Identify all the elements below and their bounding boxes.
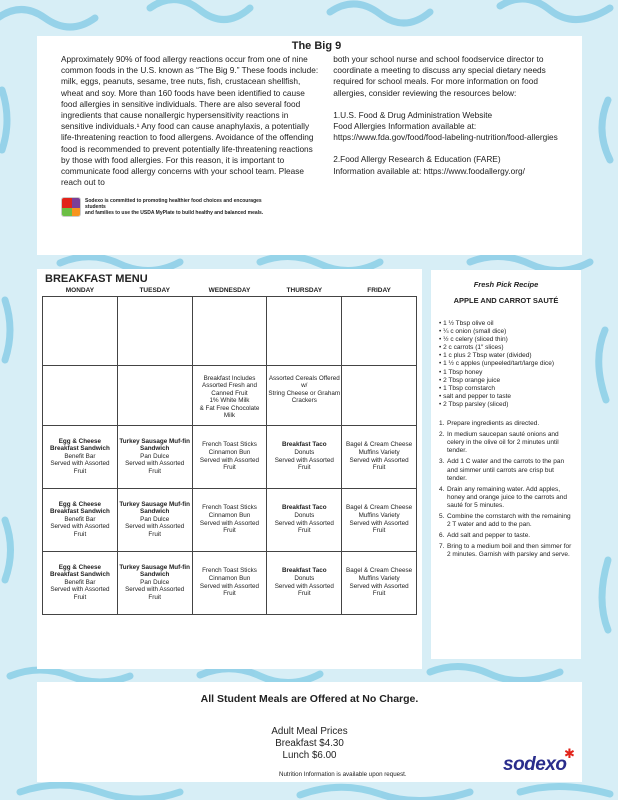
star-icon: ✱ [564, 746, 575, 761]
menu-entree: Breakfast Taco [281, 567, 327, 575]
menu-entree: Breakfast Taco [281, 441, 327, 449]
menu-item: Served with Assorted Fruit [349, 519, 409, 535]
adult-prices-title: Adult Meal Prices [271, 726, 348, 737]
menu-day-cell [43, 296, 118, 365]
resource-fda [333, 110, 572, 144]
commitment-line-1: Sodexo is committed to promoting healthier food choices and encourages students [85, 198, 262, 211]
ingredient-item: • 1 ½ c apples (unpeeled/tart/large dice) [439, 360, 573, 368]
step-text: In medium saucepan sauté onions and celery in the olive oil for 2 minutes until tender. [447, 431, 559, 455]
day-header: MONDAY [65, 287, 95, 295]
menu-day-cell [192, 488, 267, 551]
menu-entree: Bagel & Cream Cheese [346, 504, 413, 512]
menu-item: Assorted Fresh and Canned Fruit [202, 382, 257, 397]
menu-item: Served with Assorted Fruit [50, 460, 110, 475]
menu-item: Pan Dulce [140, 578, 170, 586]
step-item: 4. Drain any remaining water. Add apples, honey and orange juice to the carrots and sauté for 5 minutes. [439, 486, 573, 510]
menu-entree: Bagel & Cream Cheese [346, 441, 413, 449]
menu-day-cell [267, 425, 342, 488]
menu-item: Muffins Variety [358, 448, 400, 456]
big9-body-left: Approximately 90% of food allergy reactions occur from one of nine common foods in the U.S. known as “The Big 9.” These foods include: milk, eggs, peanuts, sesame, tree nuts, fish, crustacean shellfish, wheat and soy. More than 160 foods have been identified to cause food allergies in sensitive individuals. There are also several food ingredients that cause nonallergic hypersensitivity reactions in sensitive individuals.¹ Any food can cause anaphylaxis, a potentially life-threatening reaction to food allergens. Avoidance of the offending food is recommended to prevent potentially life-threatening reactions by those with food allergies. For this reason, it is important to communicate food allergy concerns with your school team. Please reach out to [61, 54, 319, 188]
recipe-card [431, 270, 581, 659]
day-header: FRIDAY [367, 287, 391, 295]
big9-title: The Big 9 [291, 40, 342, 52]
menu-entree: French Toast Sticks [202, 504, 257, 512]
menu-item: Cinnamon Bun [208, 574, 251, 582]
big9-card [37, 36, 582, 255]
step-text: Prepare ingredients as directed. [447, 420, 540, 428]
resource-fda-title: 1.U.S. Food & Drug Administration Website [333, 109, 493, 120]
step-item: 5. Combine the cornstarch with the remaining 2 T water and add to the pan. [439, 513, 573, 529]
resource-fda-line: Food Allergies Information available at: [333, 121, 477, 132]
day-header: THURSDAY [286, 287, 323, 295]
menu-item: Donuts [294, 448, 315, 456]
menu-day-cell [117, 551, 192, 614]
day-header: WEDNESDAY [208, 287, 251, 295]
ingredient-item: • 1 ½ Tbsp olive oil [439, 320, 573, 328]
menu-week-row [43, 488, 417, 551]
menu-entree: Egg & Cheese Breakfast Sandwich [49, 563, 110, 579]
ingredient-item: • 2 c carrots (1″ slices) [439, 344, 573, 352]
lunch-price: Lunch $6.00 [282, 750, 337, 761]
menu-item: Donuts [294, 511, 315, 519]
menu-item: Assorted Cereals Offered w/ [268, 374, 340, 390]
menu-item: & Fat Free Chocolate Milk [199, 404, 260, 420]
menu-item: Served with Assorted Fruit [50, 523, 110, 538]
menu-day-cell [342, 296, 417, 365]
resource-fare-line[interactable]: Information available at: https://www.foodallergy.org/ [333, 165, 525, 176]
menu-day-cell [117, 425, 192, 488]
menu-title: BREAKFAST MENU [45, 273, 148, 285]
menu-entree: Egg & Cheese Breakfast Sandwich [49, 500, 110, 516]
menu-entree: Turkey Sausage Muf-fin Sandwich [119, 437, 190, 453]
menu-entree: Bagel & Cream Cheese [346, 567, 413, 575]
menu-entree: Turkey Sausage Muf-fin Sandwich [119, 500, 190, 516]
commitment-text [85, 198, 275, 216]
recipe-tag: Fresh Pick Recipe [473, 280, 539, 289]
big9-body-right-text: both your school nurse and school foodservice director to coordinate a meeting to discuss any special dietary needs required for school meals. For more information on food allergies, consider reviewing the resources below: [333, 54, 546, 98]
ingredient-item: • 2 Tbsp parsley (sliced) [439, 401, 573, 409]
menu-item: Served with Assorted Fruit [274, 519, 334, 535]
menu-week-row [43, 365, 417, 425]
menu-item: Donuts [294, 574, 315, 582]
step-text: Add salt and pepper to taste. [447, 532, 531, 540]
menu-day-cell [192, 551, 267, 614]
menu-item: Served with Assorted Fruit [349, 582, 409, 598]
ingredient-list [439, 320, 573, 409]
resource-fare [333, 154, 572, 176]
menu-day-cell [117, 488, 192, 551]
menu-day-cell [43, 551, 118, 614]
breakfast-menu-card [37, 269, 422, 669]
menu-day-cell [192, 425, 267, 488]
menu-day-cell [342, 425, 417, 488]
menu-item: Served with Assorted Fruit [125, 523, 185, 538]
menu-item: Benefit Bar [64, 515, 96, 523]
commitment-line-2: and families to use the USDA MyPlate to build healthy and balanced meals. [85, 210, 264, 217]
menu-day-cell [117, 365, 192, 425]
step-text: Combine the cornstarch with the remaining 2 T water and add to the pan. [447, 512, 571, 529]
myplate-commitment [61, 197, 572, 217]
sodexo-logo: sodexo [503, 754, 567, 775]
big9-body-right [333, 54, 572, 188]
menu-day-cell [192, 296, 267, 365]
menu-day-cell [43, 425, 118, 488]
menu-item: Benefit Bar [64, 578, 96, 586]
step-item: 6. Add salt and pepper to taste. [439, 532, 531, 540]
menu-day-cell [267, 551, 342, 614]
menu-entree: Turkey Sausage Muf-fin Sandwich [119, 563, 190, 579]
ingredient-item: • 1 c plus 2 Tbsp water (divided) [439, 352, 573, 360]
menu-entree: French Toast Sticks [202, 441, 257, 449]
ingredient-item: • 1 Tbsp honey [439, 369, 573, 377]
menu-item: Cinnamon Bun [208, 511, 251, 519]
menu-day-cell [342, 551, 417, 614]
menu-day-cell [267, 365, 342, 425]
step-text: Drain any remaining water. Add apples, honey and orange juice to the carrots and sauté for 5 minutes. [447, 485, 567, 509]
step-item: 1. Prepare ingredients as directed. [439, 420, 540, 428]
menu-item: Served with Assorted Fruit [125, 586, 185, 601]
ingredient-item: • ¼ c onion (small dice) [439, 328, 573, 336]
step-text: Add 1 C water and the carrots to the pan and simmer until carrots are crisp but tender. [447, 458, 565, 482]
menu-item: Benefit Bar [64, 452, 96, 460]
menu-day-cell [192, 365, 267, 425]
menu-item: Served with Assorted Fruit [199, 582, 260, 598]
menu-day-cell [117, 296, 192, 365]
ingredient-item: • ½ c celery (sliced thin) [439, 336, 573, 344]
menu-calendar [42, 286, 417, 615]
menu-item: Served with Assorted Fruit [274, 456, 334, 472]
menu-item: Served with Assorted Fruit [274, 582, 334, 598]
meal-prices-card [37, 682, 582, 782]
no-charge-notice: All Student Meals are Offered at No Charge. [200, 693, 419, 705]
myplate-logo-icon [61, 197, 81, 217]
menu-item: Pan Dulce [140, 452, 170, 460]
menu-item: Served with Assorted Fruit [50, 586, 110, 601]
menu-day-cell [43, 365, 118, 425]
menu-item: Served with Assorted Fruit [349, 456, 409, 472]
ingredient-item: • 1 Tbsp cornstarch [439, 385, 573, 393]
menu-item: 1% White Milk [209, 397, 250, 405]
recipe-name: APPLE AND CARROT SAUTÉ [453, 296, 559, 305]
menu-entree: Egg & Cheese Breakfast Sandwich [49, 437, 110, 453]
menu-item: Served with Assorted Fruit [199, 519, 260, 535]
nutrition-note: Nutrition Information is available upon request. [279, 771, 407, 778]
menu-week-row [43, 551, 417, 614]
step-text: Bring to a medium boil and then simmer for 2 minutes. Garnish with parsley and serve. [447, 543, 572, 559]
resource-fda-url[interactable]: https://www.fda.gov/food/food-labeling-nutrition/food-allergies [333, 132, 558, 143]
breakfast-price: Breakfast $4.30 [275, 738, 344, 749]
menu-item: Served with Assorted Fruit [199, 456, 260, 472]
menu-item: Breakfast Includes [203, 374, 256, 382]
resource-fare-title: 2.Food Allergy Research & Education (FARE) [333, 154, 501, 165]
menu-item: String Cheese or Graham Crackers [268, 389, 341, 405]
step-item: 3. Add 1 C water and the carrots to the pan and simmer until carrots are crisp but tender. [439, 458, 573, 482]
menu-day-cell [342, 488, 417, 551]
adult-prices [37, 726, 582, 762]
menu-day-cell [43, 488, 118, 551]
menu-entree: Breakfast Taco [281, 504, 327, 512]
step-item: 7. Bring to a medium boil and then simmer for 2 minutes. Garnish with parsley and serve. [439, 543, 572, 559]
menu-item: Muffins Variety [358, 511, 400, 519]
menu-item: Served with Assorted Fruit [125, 460, 185, 475]
menu-item: Pan Dulce [140, 515, 170, 523]
menu-item: Muffins Variety [358, 574, 400, 582]
ingredient-item: • salt and pepper to taste [439, 393, 573, 401]
step-list [439, 420, 573, 559]
menu-day-cell [267, 488, 342, 551]
menu-day-cell [342, 365, 417, 425]
ingredient-item: • 2 Tbsp orange juice [439, 377, 573, 385]
menu-entree: French Toast Sticks [202, 567, 257, 575]
menu-week-row [43, 425, 417, 488]
menu-week-row [43, 296, 417, 365]
step-item: 2. In medium saucepan sauté onions and celery in the olive oil for 2 minutes until tender. [439, 431, 573, 455]
menu-day-cell [267, 296, 342, 365]
menu-item: Cinnamon Bun [208, 448, 251, 456]
day-header: TUESDAY [139, 287, 170, 295]
